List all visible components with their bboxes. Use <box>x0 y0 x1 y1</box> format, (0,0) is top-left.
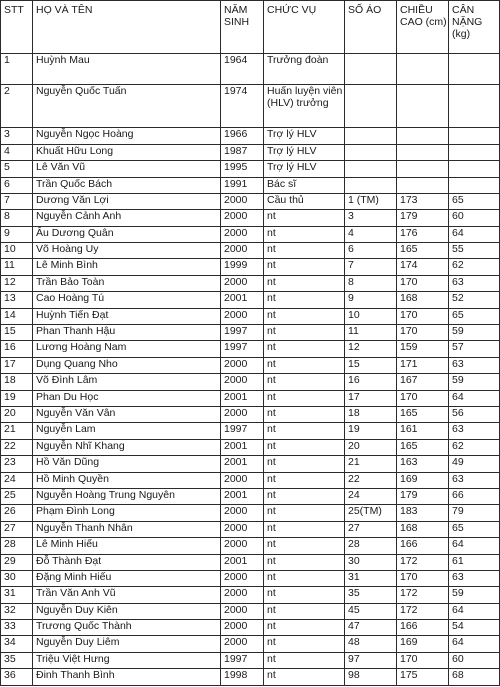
table-row <box>1 603 500 619</box>
cell-shirt-number: 12 <box>345 341 397 357</box>
cell-role: nt <box>264 652 345 668</box>
cell-weight: 59 <box>449 374 500 390</box>
table-row <box>1 505 500 521</box>
cell-role: Trợ lý HLV <box>264 161 345 177</box>
cell-stt: 4 <box>1 144 33 160</box>
cell-shirt-number: 24 <box>345 488 397 504</box>
cell-name: Trần Quốc Bách <box>33 177 221 193</box>
table-row <box>1 521 500 537</box>
cell-role: Trợ lý HLV <box>264 128 345 144</box>
cell-height: 172 <box>397 587 449 603</box>
cell-stt: 34 <box>1 636 33 652</box>
cell-weight: 68 <box>449 669 500 686</box>
cell-stt: 19 <box>1 390 33 406</box>
cell-height <box>397 144 449 160</box>
table-row <box>1 472 500 488</box>
cell-stt: 27 <box>1 521 33 537</box>
cell-name: Lê Minh Hiếu <box>33 538 221 554</box>
cell-name: Âu Dương Quân <box>33 226 221 242</box>
cell-birth-year: 2000 <box>221 308 264 324</box>
cell-weight: 64 <box>449 636 500 652</box>
cell-role: Trợ lý HLV <box>264 144 345 160</box>
cell-name: Lương Hoàng Nam <box>33 341 221 357</box>
cell-role: Bác sĩ <box>264 177 345 193</box>
cell-height: 159 <box>397 341 449 357</box>
cell-shirt-number: 8 <box>345 275 397 291</box>
cell-role: nt <box>264 243 345 259</box>
table-row <box>1 341 500 357</box>
cell-birth-year: 1999 <box>221 259 264 275</box>
cell-role: nt <box>264 341 345 357</box>
cell-name: Võ Đình Lâm <box>33 374 221 390</box>
cell-shirt-number <box>345 161 397 177</box>
roster-body <box>1 54 500 686</box>
cell-height <box>397 128 449 144</box>
cell-height: 170 <box>397 325 449 341</box>
table-row <box>1 193 500 209</box>
cell-stt: 17 <box>1 357 33 373</box>
cell-stt: 26 <box>1 505 33 521</box>
cell-shirt-number: 98 <box>345 669 397 686</box>
cell-weight: 64 <box>449 390 500 406</box>
cell-name: Đinh Thanh Bình <box>33 669 221 686</box>
cell-role: nt <box>264 439 345 455</box>
cell-role: nt <box>264 390 345 406</box>
table-row <box>1 144 500 160</box>
cell-role: Trưởng đoàn <box>264 54 345 85</box>
cell-weight <box>449 144 500 160</box>
cell-name: Trần Bảo Toàn <box>33 275 221 291</box>
cell-height <box>397 54 449 85</box>
cell-height: 165 <box>397 243 449 259</box>
cell-weight <box>449 161 500 177</box>
cell-role: nt <box>264 538 345 554</box>
cell-height: 183 <box>397 505 449 521</box>
cell-birth-year: 2000 <box>221 226 264 242</box>
cell-name: Triệu Việt Hưng <box>33 652 221 668</box>
cell-height <box>397 84 449 128</box>
cell-weight: 57 <box>449 341 500 357</box>
cell-weight: 59 <box>449 325 500 341</box>
cell-weight: 63 <box>449 423 500 439</box>
table-row <box>1 210 500 226</box>
cell-role: nt <box>264 456 345 472</box>
cell-stt: 23 <box>1 456 33 472</box>
cell-birth-year: 1991 <box>221 177 264 193</box>
cell-height: 169 <box>397 472 449 488</box>
cell-height: 170 <box>397 275 449 291</box>
header-height: CHIỀU CAO (cm) <box>397 1 449 54</box>
cell-birth-year: 1997 <box>221 325 264 341</box>
cell-shirt-number: 47 <box>345 620 397 636</box>
cell-role: nt <box>264 275 345 291</box>
cell-height: 171 <box>397 357 449 373</box>
table-row <box>1 669 500 686</box>
table-row <box>1 439 500 455</box>
cell-role: nt <box>264 357 345 373</box>
cell-shirt-number: 28 <box>345 538 397 554</box>
cell-height: 166 <box>397 538 449 554</box>
cell-shirt-number: 7 <box>345 259 397 275</box>
cell-weight: 64 <box>449 538 500 554</box>
cell-stt: 35 <box>1 652 33 668</box>
cell-stt: 15 <box>1 325 33 341</box>
cell-stt: 3 <box>1 128 33 144</box>
cell-role: nt <box>264 210 345 226</box>
cell-shirt-number: 3 <box>345 210 397 226</box>
table-row <box>1 390 500 406</box>
cell-role: nt <box>264 669 345 686</box>
cell-role: nt <box>264 620 345 636</box>
cell-birth-year: 2001 <box>221 439 264 455</box>
cell-shirt-number: 15 <box>345 357 397 373</box>
cell-role: nt <box>264 226 345 242</box>
cell-birth-year: 2000 <box>221 406 264 422</box>
cell-weight: 60 <box>449 652 500 668</box>
cell-height: 170 <box>397 570 449 586</box>
cell-name: Hồ Văn Dũng <box>33 456 221 472</box>
cell-height: 173 <box>397 193 449 209</box>
table-row <box>1 226 500 242</box>
table-row <box>1 54 500 85</box>
cell-stt: 36 <box>1 669 33 686</box>
cell-height <box>397 177 449 193</box>
cell-birth-year: 1974 <box>221 84 264 128</box>
cell-name: Huỳnh Tiến Đạt <box>33 308 221 324</box>
cell-name: Khuất Hữu Long <box>33 144 221 160</box>
cell-role: nt <box>264 521 345 537</box>
cell-birth-year: 2000 <box>221 620 264 636</box>
cell-weight: 65 <box>449 193 500 209</box>
table-row <box>1 374 500 390</box>
cell-height: 168 <box>397 292 449 308</box>
cell-birth-year: 2001 <box>221 554 264 570</box>
cell-shirt-number: 1 (TM) <box>345 193 397 209</box>
cell-birth-year: 2000 <box>221 472 264 488</box>
cell-birth-year: 1997 <box>221 341 264 357</box>
table-row <box>1 243 500 259</box>
cell-stt: 21 <box>1 423 33 439</box>
cell-birth-year: 1987 <box>221 144 264 160</box>
cell-weight: 56 <box>449 406 500 422</box>
cell-shirt-number: 19 <box>345 423 397 439</box>
cell-stt: 10 <box>1 243 33 259</box>
cell-birth-year: 2001 <box>221 292 264 308</box>
cell-name: Nguyễn Duy Liêm <box>33 636 221 652</box>
cell-shirt-number: 4 <box>345 226 397 242</box>
cell-name: Dương Văn Lợi <box>33 193 221 209</box>
header-role: CHỨC VỤ <box>264 1 345 54</box>
cell-weight: 64 <box>449 226 500 242</box>
cell-name: Trương Quốc Thành <box>33 620 221 636</box>
cell-stt: 13 <box>1 292 33 308</box>
cell-name: Nguyễn Văn Vân <box>33 406 221 422</box>
cell-name: Nguyễn Ngọc Hoàng <box>33 128 221 144</box>
cell-role: nt <box>264 406 345 422</box>
cell-name: Nguyễn Lam <box>33 423 221 439</box>
cell-height: 170 <box>397 390 449 406</box>
cell-name: Đỗ Thành Đạt <box>33 554 221 570</box>
cell-weight: 54 <box>449 620 500 636</box>
cell-name: Phạm Đình Long <box>33 505 221 521</box>
cell-name: Nguyễn Quốc Tuấn <box>33 84 221 128</box>
cell-birth-year: 1995 <box>221 161 264 177</box>
cell-role: nt <box>264 603 345 619</box>
cell-stt: 25 <box>1 488 33 504</box>
cell-role: nt <box>264 587 345 603</box>
cell-birth-year: 1966 <box>221 128 264 144</box>
table-row <box>1 292 500 308</box>
cell-birth-year: 2000 <box>221 570 264 586</box>
cell-weight: 55 <box>449 243 500 259</box>
cell-shirt-number: 21 <box>345 456 397 472</box>
header-weight: CÂN NẶNG (kg) <box>449 1 500 54</box>
cell-name: Hồ Minh Quyền <box>33 472 221 488</box>
cell-name: Nguyễn Nhĩ Khang <box>33 439 221 455</box>
cell-height: 161 <box>397 423 449 439</box>
cell-height: 165 <box>397 439 449 455</box>
cell-birth-year: 1997 <box>221 652 264 668</box>
cell-role: nt <box>264 308 345 324</box>
cell-height: 172 <box>397 603 449 619</box>
cell-role: nt <box>264 488 345 504</box>
cell-birth-year: 2000 <box>221 587 264 603</box>
cell-weight <box>449 84 500 128</box>
cell-name: Lê Văn Vũ <box>33 161 221 177</box>
cell-stt: 1 <box>1 54 33 85</box>
cell-stt: 12 <box>1 275 33 291</box>
cell-weight <box>449 54 500 85</box>
table-row <box>1 423 500 439</box>
cell-role: nt <box>264 292 345 308</box>
cell-weight: 60 <box>449 210 500 226</box>
cell-shirt-number <box>345 177 397 193</box>
cell-shirt-number: 45 <box>345 603 397 619</box>
table-row <box>1 587 500 603</box>
cell-weight: 49 <box>449 456 500 472</box>
cell-name: Võ Hoàng Uy <box>33 243 221 259</box>
cell-birth-year: 2000 <box>221 538 264 554</box>
cell-shirt-number <box>345 144 397 160</box>
cell-weight: 65 <box>449 308 500 324</box>
cell-birth-year: 2001 <box>221 390 264 406</box>
table-row <box>1 456 500 472</box>
cell-stt: 11 <box>1 259 33 275</box>
cell-height: 179 <box>397 210 449 226</box>
cell-name: Nguyễn Thanh Nhân <box>33 521 221 537</box>
cell-stt: 24 <box>1 472 33 488</box>
cell-stt: 16 <box>1 341 33 357</box>
cell-birth-year: 2000 <box>221 374 264 390</box>
cell-name: Nguyễn Hoàng Trung Nguyên <box>33 488 221 504</box>
cell-height: 170 <box>397 308 449 324</box>
cell-height: 179 <box>397 488 449 504</box>
cell-name: Lê Minh Bình <box>33 259 221 275</box>
cell-role: nt <box>264 570 345 586</box>
cell-shirt-number: 10 <box>345 308 397 324</box>
cell-name: Cao Hoàng Tú <box>33 292 221 308</box>
cell-weight: 63 <box>449 570 500 586</box>
cell-stt: 28 <box>1 538 33 554</box>
table-row <box>1 259 500 275</box>
cell-weight: 63 <box>449 275 500 291</box>
table-row <box>1 554 500 570</box>
cell-shirt-number <box>345 54 397 85</box>
cell-shirt-number: 97 <box>345 652 397 668</box>
cell-birth-year: 2000 <box>221 193 264 209</box>
cell-birth-year: 2000 <box>221 603 264 619</box>
cell-birth-year: 2000 <box>221 505 264 521</box>
cell-role: Huấn luyện viên (HLV) trưởng <box>264 84 345 128</box>
cell-role: nt <box>264 325 345 341</box>
cell-shirt-number <box>345 84 397 128</box>
cell-weight: 52 <box>449 292 500 308</box>
cell-stt: 29 <box>1 554 33 570</box>
table-row <box>1 308 500 324</box>
cell-shirt-number: 18 <box>345 406 397 422</box>
cell-role: Cầu thủ <box>264 193 345 209</box>
cell-height: 168 <box>397 521 449 537</box>
cell-weight: 59 <box>449 587 500 603</box>
cell-weight: 64 <box>449 603 500 619</box>
cell-height: 172 <box>397 554 449 570</box>
cell-weight <box>449 128 500 144</box>
cell-role: nt <box>264 259 345 275</box>
cell-stt: 20 <box>1 406 33 422</box>
table-row <box>1 570 500 586</box>
cell-name: Nguyễn Cảnh Anh <box>33 210 221 226</box>
cell-shirt-number: 35 <box>345 587 397 603</box>
cell-weight: 63 <box>449 357 500 373</box>
cell-stt: 30 <box>1 570 33 586</box>
cell-shirt-number: 11 <box>345 325 397 341</box>
cell-stt: 33 <box>1 620 33 636</box>
table-row <box>1 275 500 291</box>
cell-stt: 9 <box>1 226 33 242</box>
cell-birth-year: 1964 <box>221 54 264 85</box>
table-row <box>1 538 500 554</box>
header-name: HỌ VÀ TÊN <box>33 1 221 54</box>
cell-shirt-number: 17 <box>345 390 397 406</box>
cell-stt: 32 <box>1 603 33 619</box>
table-row <box>1 357 500 373</box>
cell-birth-year: 2000 <box>221 210 264 226</box>
cell-birth-year: 2000 <box>221 357 264 373</box>
cell-role: nt <box>264 505 345 521</box>
cell-birth-year: 2001 <box>221 488 264 504</box>
cell-role: nt <box>264 636 345 652</box>
cell-birth-year: 1998 <box>221 669 264 686</box>
cell-weight: 79 <box>449 505 500 521</box>
cell-name: Trần Văn Anh Vũ <box>33 587 221 603</box>
cell-weight <box>449 177 500 193</box>
cell-stt: 18 <box>1 374 33 390</box>
cell-name: Đặng Minh Hiếu <box>33 570 221 586</box>
cell-birth-year: 2000 <box>221 275 264 291</box>
cell-weight: 62 <box>449 259 500 275</box>
cell-shirt-number: 16 <box>345 374 397 390</box>
cell-height <box>397 161 449 177</box>
cell-birth-year: 1997 <box>221 423 264 439</box>
table-row <box>1 84 500 128</box>
table-row <box>1 161 500 177</box>
cell-weight: 65 <box>449 521 500 537</box>
cell-stt: 8 <box>1 210 33 226</box>
cell-weight: 61 <box>449 554 500 570</box>
cell-stt: 7 <box>1 193 33 209</box>
table-row <box>1 488 500 504</box>
cell-birth-year: 2001 <box>221 456 264 472</box>
cell-name: Huỳnh Mau <box>33 54 221 85</box>
cell-shirt-number: 31 <box>345 570 397 586</box>
cell-height: 170 <box>397 652 449 668</box>
cell-shirt-number: 9 <box>345 292 397 308</box>
cell-stt: 22 <box>1 439 33 455</box>
cell-height: 167 <box>397 374 449 390</box>
header-shirt-number: SỐ ÁO <box>345 1 397 54</box>
header-birth-year: NĂM SINH <box>221 1 264 54</box>
cell-shirt-number: 25(TM) <box>345 505 397 521</box>
cell-name: Dụng Quang Nho <box>33 357 221 373</box>
cell-height: 176 <box>397 226 449 242</box>
cell-role: nt <box>264 423 345 439</box>
cell-shirt-number: 48 <box>345 636 397 652</box>
cell-birth-year: 2000 <box>221 636 264 652</box>
cell-height: 163 <box>397 456 449 472</box>
cell-height: 169 <box>397 636 449 652</box>
cell-name: Phan Du Học <box>33 390 221 406</box>
cell-birth-year: 2000 <box>221 243 264 259</box>
cell-role: nt <box>264 374 345 390</box>
cell-weight: 66 <box>449 488 500 504</box>
table-row <box>1 652 500 668</box>
cell-shirt-number: 30 <box>345 554 397 570</box>
cell-weight: 62 <box>449 439 500 455</box>
cell-stt: 14 <box>1 308 33 324</box>
cell-birth-year: 2000 <box>221 521 264 537</box>
cell-height: 165 <box>397 406 449 422</box>
table-row <box>1 325 500 341</box>
header-row <box>1 1 500 54</box>
cell-stt: 5 <box>1 161 33 177</box>
cell-shirt-number: 20 <box>345 439 397 455</box>
cell-role: nt <box>264 554 345 570</box>
table-row <box>1 620 500 636</box>
cell-shirt-number <box>345 128 397 144</box>
table-row <box>1 177 500 193</box>
cell-height: 166 <box>397 620 449 636</box>
cell-shirt-number: 6 <box>345 243 397 259</box>
cell-stt: 6 <box>1 177 33 193</box>
cell-shirt-number: 22 <box>345 472 397 488</box>
cell-name: Nguyễn Duy Kiên <box>33 603 221 619</box>
cell-shirt-number: 27 <box>345 521 397 537</box>
cell-stt: 31 <box>1 587 33 603</box>
header-stt: STT <box>1 1 33 54</box>
cell-height: 175 <box>397 669 449 686</box>
cell-stt: 2 <box>1 84 33 128</box>
table-row <box>1 636 500 652</box>
cell-height: 174 <box>397 259 449 275</box>
table-row <box>1 406 500 422</box>
cell-role: nt <box>264 472 345 488</box>
cell-name: Phan Thanh Hậu <box>33 325 221 341</box>
cell-weight: 63 <box>449 472 500 488</box>
table-row <box>1 128 500 144</box>
